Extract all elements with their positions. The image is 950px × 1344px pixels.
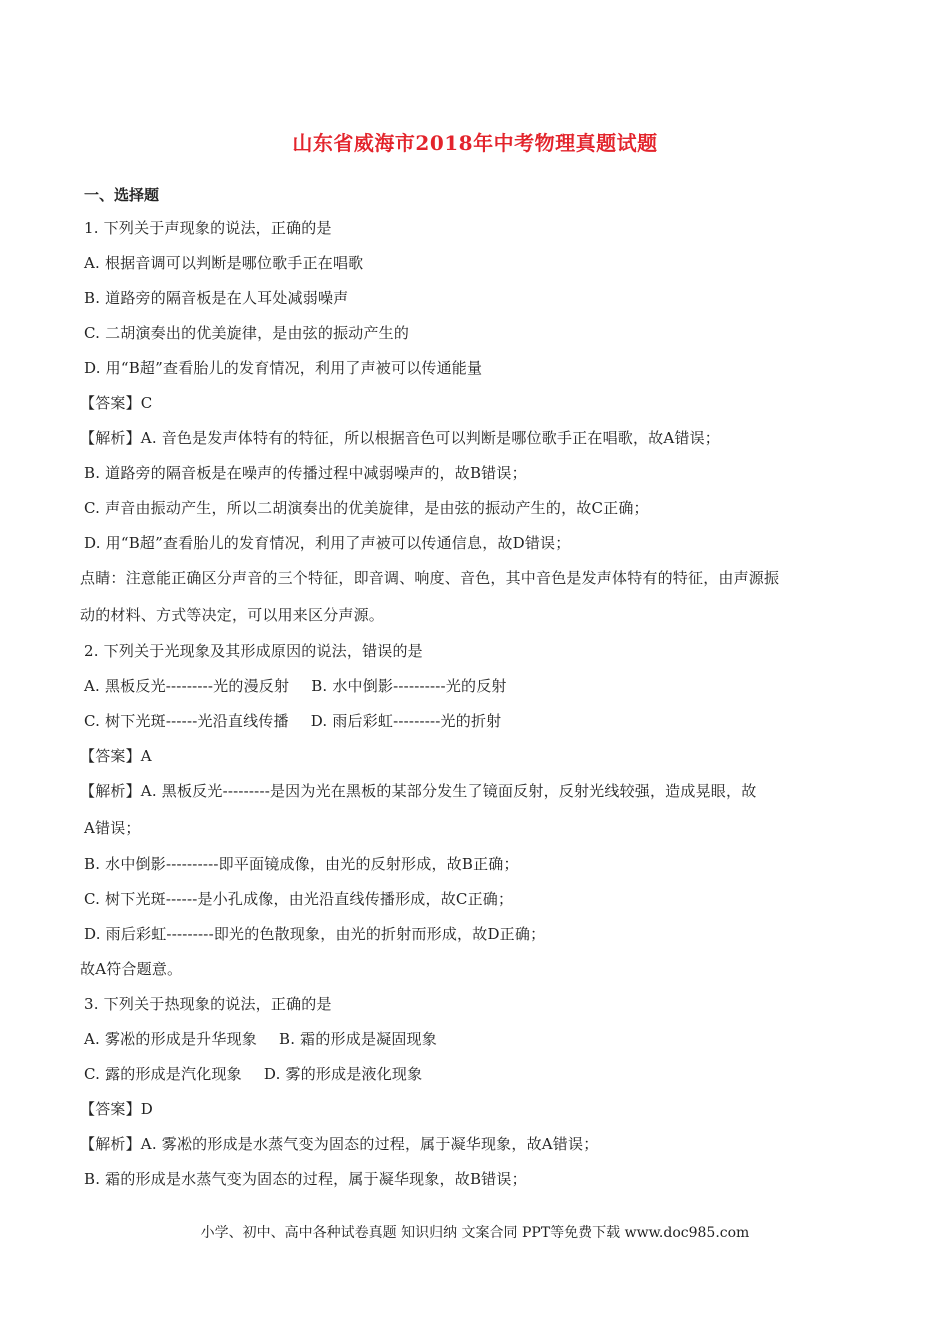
question-1-stem: 1. 下列关于声现象的说法，正确的是 — [84, 219, 332, 237]
question-1-option-d: D. 用“B超”查看胎儿的发育情况，利用了声被可以传通能量 — [84, 359, 483, 377]
question-3-option-a: A. 雾凇的形成是升华现象 — [84, 1030, 257, 1048]
footer-text: 小学、初中、高中各种试卷真题 知识归纳 文案合同 PPT等免费下载 www.doc985.com — [200, 1225, 750, 1241]
question-3-stem: 3. 下列关于热现象的说法，正确的是 — [84, 995, 332, 1013]
question-2-explanation-c: C. 树下光斑------是小孔成像，由光沿直线传播形成，故C正确； — [84, 890, 514, 908]
section-heading: 一、选择题 — [84, 186, 160, 204]
question-3-option-b: B. 霜的形成是凝固现象 — [278, 1030, 437, 1048]
question-1-option-a: A. 根据音调可以判断是哪位歌手正在唱歌 — [84, 254, 364, 272]
question-1-tip-line-2: 动的材料、方式等决定，可以用来区分声源。 — [80, 606, 385, 624]
page-title: 山东省威海市2018年中考物理真题试题 — [292, 131, 658, 155]
question-1-option-b: B. 道路旁的隔音板是在人耳处减弱噪声 — [84, 289, 349, 307]
question-3-answer: 【答案】D — [80, 1100, 154, 1118]
question-3-option-d: D. 雾的形成是液化现象 — [263, 1065, 423, 1083]
question-1-explanation-b: B. 道路旁的隔音板是在噪声的传播过程中减弱噪声的，故B错误； — [84, 464, 527, 482]
question-1-explanation-c: C. 声音由振动产生，所以二胡演奏出的优美旋律，是由弦的振动产生的，故C正确； — [84, 499, 649, 517]
question-2-option-d: D. 雨后彩虹---------光的折射 — [310, 712, 502, 730]
question-2-option-b: B. 水中倒影----------光的反射 — [311, 677, 507, 695]
question-1-tip-line-1: 点睛：注意能正确区分声音的三个特征，即音调、响度、音色，其中音色是发声体特有的特征，由声源振 — [80, 569, 780, 587]
question-2-explanation-d: D. 雨后彩虹---------即光的色散现象，由光的折射而形成，故D正确； — [84, 925, 546, 943]
question-1-answer: 【答案】C — [80, 394, 153, 412]
question-2-stem: 2. 下列关于光现象及其形成原因的说法，错误的是 — [84, 642, 423, 660]
question-1-option-c: C. 二胡演奏出的优美旋律，是由弦的振动产生的 — [84, 324, 410, 342]
question-1-explanation-a: 【解析】A. 音色是发声体特有的特征，所以根据音色可以判断是哪位歌手正在唱歌，故A错误； — [80, 429, 721, 447]
question-2-explanation-b: B. 水中倒影----------即平面镜成像，由光的反射形成，故B正确； — [84, 855, 519, 873]
question-3-options-cd — [84, 1063, 422, 1084]
question-3-explanation-b: B. 霜的形成是水蒸气变为固态的过程，属于凝华现象，故B错误； — [84, 1170, 527, 1188]
question-2-explanation-a: 【解析】A. 黑板反光---------是因为光在黑板的某部分发生了镜面反射，反射光线较强，造成晃眼，故 — [80, 782, 757, 800]
question-1-explanation-d: D. 用“B超”查看胎儿的发育情况，利用了声被可以传通信息，故D错误； — [84, 534, 571, 552]
question-3-explanation-a: 【解析】A. 雾凇的形成是水蒸气变为固态的过程，属于凝华现象，故A错误； — [80, 1135, 599, 1153]
question-2-option-a: A. 黑板反光---------光的漫反射 — [84, 677, 290, 695]
question-2-conclusion: 故A符合题意。 — [80, 960, 183, 978]
question-2-options-ab — [84, 675, 507, 696]
question-2-options-cd — [84, 710, 501, 731]
question-2-answer: 【答案】A — [80, 747, 152, 765]
question-2-option-c: C. 树下光斑------光沿直线传播 — [84, 712, 289, 730]
question-3-option-c: C. 露的形成是汽化现象 — [84, 1065, 242, 1083]
question-3-options-ab — [84, 1028, 437, 1049]
question-2-explanation-a-cont: A错误； — [84, 819, 141, 837]
